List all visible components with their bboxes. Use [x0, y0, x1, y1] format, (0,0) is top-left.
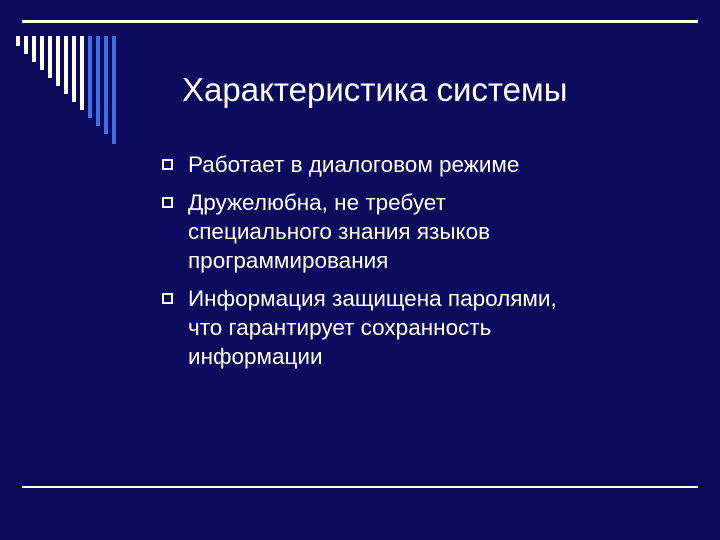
bullet-item	[162, 150, 557, 179]
stripe	[16, 36, 20, 46]
square-bullet-icon	[162, 159, 173, 170]
stripe	[72, 36, 76, 102]
stripe	[32, 36, 36, 62]
stripe	[96, 36, 100, 126]
bullet-text: Информация защищена паролями,	[188, 286, 557, 311]
bullet-item	[162, 188, 557, 275]
bullet-text: специального знания языков	[188, 219, 491, 244]
stripe	[88, 36, 92, 118]
stripe	[112, 36, 116, 144]
bullet-text: что гарантирует сохранность	[188, 315, 492, 340]
stripe	[104, 36, 108, 134]
stripe	[64, 36, 68, 94]
square-bullet-icon	[162, 293, 173, 304]
stripe	[48, 36, 52, 78]
bullet-text: Работает в диалоговом режиме	[188, 152, 520, 177]
square-bullet-icon	[162, 197, 173, 208]
stripe	[40, 36, 44, 70]
stripe	[56, 36, 60, 86]
bullet-text: программирования	[188, 248, 389, 273]
bullet-text: информации	[188, 344, 323, 369]
bottom-divider-line	[22, 486, 698, 488]
stripe	[24, 36, 28, 54]
decorative-stripes	[16, 36, 126, 146]
stripe	[80, 36, 84, 110]
bullet-item	[162, 284, 557, 371]
top-divider-line	[22, 20, 698, 23]
slide-title: Характеристика системы	[182, 71, 568, 108]
bullet-list	[162, 150, 557, 380]
bullet-text: Дружелюбна, не требует	[188, 190, 446, 215]
